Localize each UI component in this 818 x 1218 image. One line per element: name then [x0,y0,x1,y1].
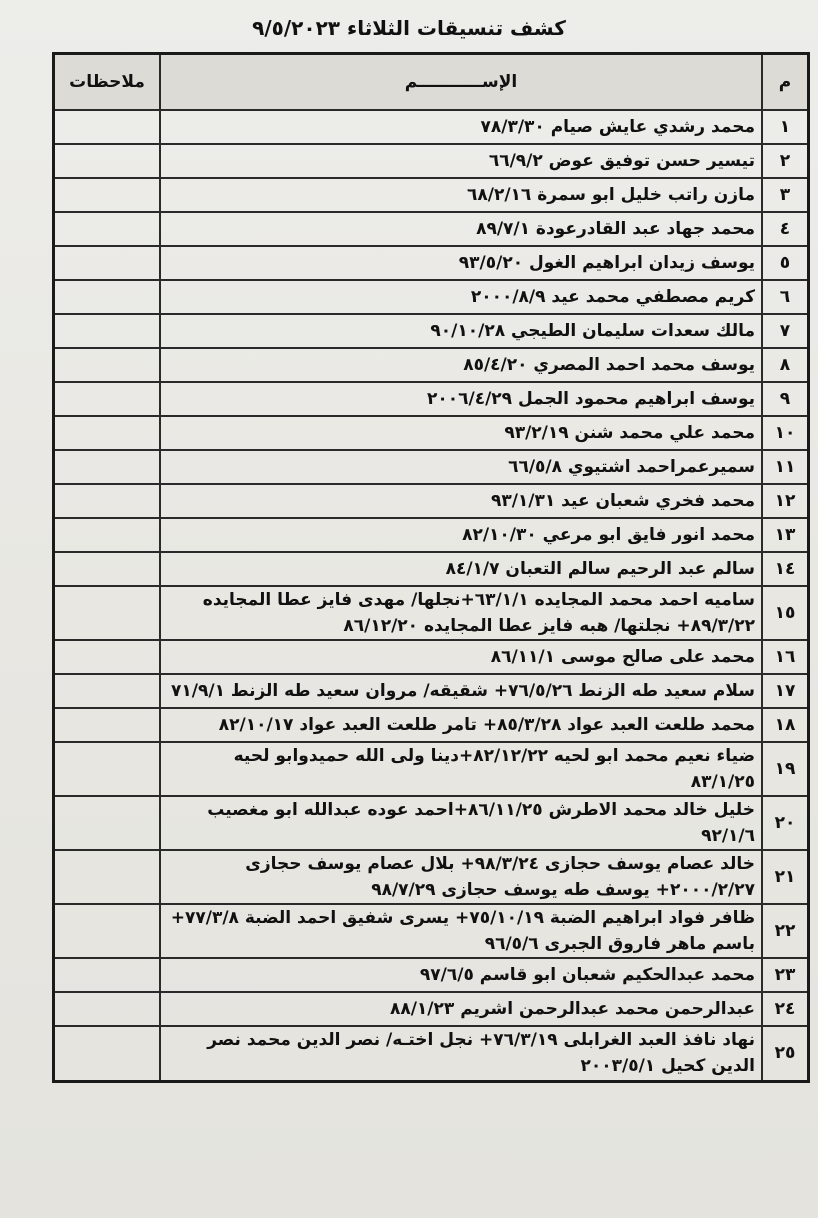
row-notes [54,1026,161,1082]
row-number: ١٧ [762,674,809,708]
row-notes [54,796,161,850]
row-number: ١٠ [762,416,809,450]
row-notes [54,992,161,1026]
row-notes [54,280,161,314]
table-row [54,246,809,280]
row-name: ساميه احمد محمد المجايده ٦٣/١/١+نجلها/ مهدى فايز عطا المجايده ٨٩/٣/٢٢+ نجلتها/ هبه فايز عطا المجايده ٨٦/١٢/٢٠ [160,586,762,640]
table-header-row [54,54,809,110]
names-table [52,52,810,1083]
row-name: محمد علي محمد شنن ٩٣/٢/١٩ [160,416,762,450]
row-notes [54,674,161,708]
row-notes [54,640,161,674]
row-number: ٦ [762,280,809,314]
row-number: ١ [762,110,809,144]
row-notes [54,850,161,904]
row-notes [54,518,161,552]
row-notes [54,314,161,348]
row-number: ١٢ [762,484,809,518]
column-header-notes: ملاحظات [54,54,161,110]
table-row [54,708,809,742]
row-name: سلام سعيد طه الزنط ٧٦/٥/٢٦+ شقيقه/ مروان سعيد طه الزنط ٧١/٩/١ [160,674,762,708]
row-name: يوسف ابراهيم محمود الجمل ٢٠٠٦/٤/٢٩ [160,382,762,416]
row-notes [54,552,161,586]
row-name: مازن راتب خليل ابو سمرة ٦٨/٢/١٦ [160,178,762,212]
table-row [54,450,809,484]
row-notes [54,110,161,144]
row-number: ٢٠ [762,796,809,850]
row-name: يوسف محمد احمد المصري ٨٥/٤/٢٠ [160,348,762,382]
row-notes [54,450,161,484]
row-name: يوسف زيدان ابراهيم الغول ٩٣/٥/٢٠ [160,246,762,280]
row-number: ٤ [762,212,809,246]
row-name: محمد رشدي عايش صيام ٧٨/٣/٣٠ [160,110,762,144]
table-row [54,586,809,640]
row-number: ٢٤ [762,992,809,1026]
table-row [54,144,809,178]
row-name: محمد على صالح موسى ٨٦/١١/١ [160,640,762,674]
table-row [54,958,809,992]
table-row [54,110,809,144]
table-row [54,178,809,212]
row-notes [54,484,161,518]
row-notes [54,904,161,958]
table-row [54,640,809,674]
table-body [54,110,809,1082]
table-row [54,904,809,958]
row-number: ١٨ [762,708,809,742]
row-number: ٢٢ [762,904,809,958]
row-name: مالك سعدات سليمان الطيجي ٩٠/١٠/٢٨ [160,314,762,348]
row-number: ١٥ [762,586,809,640]
row-number: ٢ [762,144,809,178]
row-name: سالم عبد الرحيم سالم التعبان ٨٤/١/٧ [160,552,762,586]
row-notes [54,416,161,450]
row-number: ١٤ [762,552,809,586]
table-row [54,796,809,850]
table-row [54,348,809,382]
row-name: محمد عبدالحكيم شعبان ابو قاسم ٩٧/٦/٥ [160,958,762,992]
row-notes [54,348,161,382]
row-number: ١٩ [762,742,809,796]
row-name: محمد انور فايق ابو مرعي ٨٢/١٠/٣٠ [160,518,762,552]
row-number: ٨ [762,348,809,382]
table-row [54,742,809,796]
table-row [54,416,809,450]
row-notes [54,144,161,178]
column-header-number: م [762,54,809,110]
table-row [54,1026,809,1082]
table-row [54,280,809,314]
row-notes [54,742,161,796]
row-name: سميرعمراحمد اشتيوي ٦٦/٥/٨ [160,450,762,484]
page-title: كشف تنسيقات الثلاثاء ٩/٥/٢٠٢٣ [252,16,566,40]
row-number: ٩ [762,382,809,416]
table-row [54,552,809,586]
column-header-name: الإســـــــــــم [160,54,762,110]
row-number: ٥ [762,246,809,280]
row-number: ٢٣ [762,958,809,992]
row-name: ضياء نعيم محمد ابو لحيه ٨٢/١٢/٢٢+دينا ولى الله حميدوابو لحيه ٨٣/١/٢٥ [160,742,762,796]
row-name: نهاد نافذ العبد الغرابلى ٧٦/٣/١٩+ نجل اختـه/ نصر الدين محمد نصر الدين كحيل ٢٠٠٣/٥/١ [160,1026,762,1082]
table-row [54,382,809,416]
row-name: كريم مصطفي محمد عيد ٢٠٠٠/٨/٩ [160,280,762,314]
row-notes [54,246,161,280]
row-name: محمد طلعت العبد عواد ٨٥/٣/٢٨+ تامر طلعت العبد عواد ٨٢/١٠/١٧ [160,708,762,742]
row-notes [54,708,161,742]
table-row [54,850,809,904]
row-number: ١٦ [762,640,809,674]
row-name: خليل خالد محمد الاطرش ٨٦/١١/٢٥+احمد عوده عبدالله ابو مغصيب ٩٢/١/٦ [160,796,762,850]
row-name: محمد فخري شعبان عيد ٩٣/١/٣١ [160,484,762,518]
row-number: ٢٥ [762,1026,809,1082]
row-notes [54,586,161,640]
table-row [54,212,809,246]
row-name: تيسير حسن توفيق عوض ٦٦/٩/٢ [160,144,762,178]
row-number: ١٣ [762,518,809,552]
row-notes [54,178,161,212]
row-name: عبدالرحمن محمد عبدالرحمن اشريم ٨٨/١/٢٣ [160,992,762,1026]
table-row [54,518,809,552]
row-name: محمد جهاد عبد القادرعودة ٨٩/٧/١ [160,212,762,246]
table-row [54,484,809,518]
row-notes [54,382,161,416]
row-number: ٧ [762,314,809,348]
row-name: ظافر فواد ابراهيم الضبة ٧٥/١٠/١٩+ يسرى شفيق احمد الضبة ٧٧/٣/٨+ باسم ماهر فاروق الجبرى ٩٦/٥/٦ [160,904,762,958]
table-row [54,992,809,1026]
row-number: ٣ [762,178,809,212]
row-number: ٢١ [762,850,809,904]
row-number: ١١ [762,450,809,484]
table-row [54,314,809,348]
row-notes [54,212,161,246]
row-name: خالد عصام يوسف حجازى ٩٨/٣/٢٤+ بلال عصام يوسف حجازى ٢٠٠٠/٢/٢٧+ يوسف طه يوسف حجازى ٩٨/٧/٢٩ [160,850,762,904]
table-row [54,674,809,708]
row-notes [54,958,161,992]
